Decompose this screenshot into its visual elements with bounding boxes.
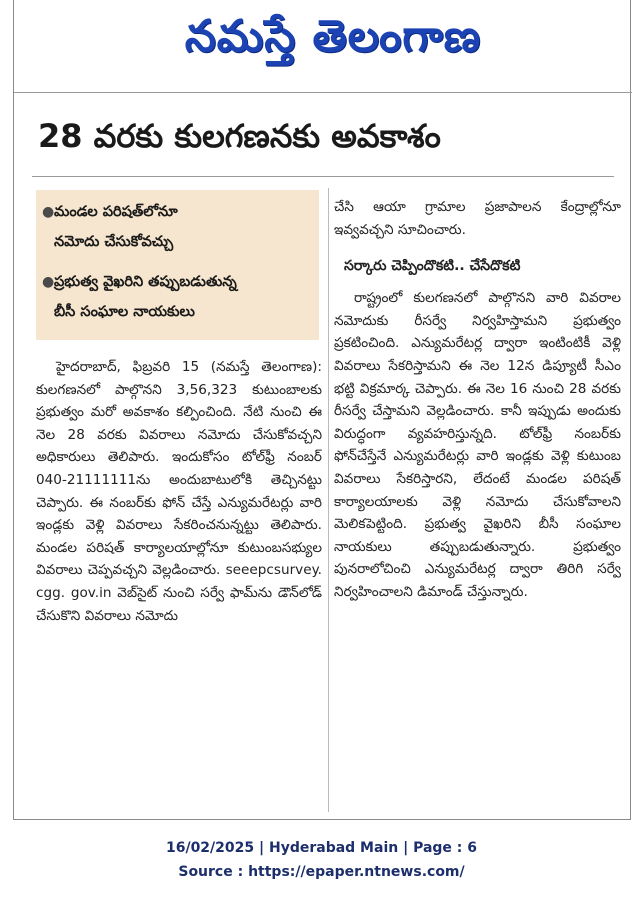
masthead-divider <box>14 92 632 93</box>
masthead-title: నమస్తే తెలంగాణ <box>184 11 482 62</box>
bullet-icon: ● <box>42 274 55 290</box>
highlight-2-line1: ప్రభుత్వ వైఖరిని తప్పుబడుతున్న <box>54 274 237 290</box>
headline-divider <box>32 176 614 177</box>
highlight-1-line1: మండల పరిషత్‌లోనూ <box>54 204 178 220</box>
bullet-icon: ● <box>42 204 55 220</box>
highlight-2-line2: బీసీ సంఘాల నాయకులు <box>54 304 195 320</box>
article-headline: 28 వరకు కులగణనకు అవకాశం <box>38 117 441 155</box>
newspaper-clipping <box>13 0 631 820</box>
highlight-1-line2: నమోదు చేసుకోవచ్చు <box>54 234 174 250</box>
article-subhead: సర్కారు చెప్పిందొకటి.. చేసేదొకటి <box>344 258 521 275</box>
article-left-column <box>36 356 322 627</box>
edition-info: 16/02/2025 | Hyderabad Main | Page : 6 <box>165 840 478 856</box>
article-right-column <box>334 196 621 604</box>
column-divider <box>328 188 329 812</box>
right-column-continuation: చేసి ఆయా గ్రామాల ప్రజాపాలన కేంద్రాల్లోనూ ఇవ్వవచ్చని సూచించారు. <box>334 199 621 238</box>
left-column-paragraph: హైదరాబాద్, ఫిబ్రవరి 15 (నమస్తే తెలంగాణ): కులగణనలో పాల్గొనని 3,56,323 కుటుంబాలకు ప్రభుత్వం మరో అవకాశం కల్పించింది. నేటి నుంచి ఈ నెల 28 వరకు వివరాలు నమోదు చేసుకోవచ్చని అధికారులు తెలిపారు. ఇందుకోసం టోల్‌ఫ్రీ నంబర్ 040-21111111ను అందుబాటులోకి తెచ్చినట్టు చెప్పారు. ఈ నంబర్‌కు ఫోన్ చేస్తే ఎన్యుమరేటర్లు వారి ఇండ్లకు వెళ్లి వివరాలు సేకరించనున్నట్టు తెలిపారు. మండల పరిషత్ కార్యాలయాల్లోనూ కుటుంబసభ్యుల వివరాలు చెప్పవచ్చని వెల్లడించారు. seeepcsurvey. cgg. gov.in వెబ్‌సైట్ నుంచి సర్వే ఫామ్‌ను డౌన్‌లోడ్ చేసుకొని వివరాలు నమోదు <box>36 359 322 624</box>
right-column-body: రాష్ట్రంలో కులగణనలో పాల్గొనని వారి వివరాల నమోదుకు రీసర్వే నిర్వహిస్తామని ప్రభుత్వం ప్రకటించింది. ఎన్యుమరేటర్ల ద్వారా ఇంటింటికీ వెళ్లి వివరాలు సేకరిస్తామని ఈ నెల 12న డిప్యూటీ సీఎం భట్టి విక్రమార్క చెప్పారు. ఈ నెల 16 నుంచి 28 వరకు రీసర్వే చేస్తామని వెల్లడించారు. కానీ ఇప్పుడు అందుకు విరుద్ధంగా వ్యవహరిస్తున్నది. టోల్‌ఫ్రీ నంబర్‌కు ఫోన్‌చేస్తేనే ఎన్యుమరేటర్లు వారి ఇండ్లకు వెళ్లి కుటుంబ వివరాలు సేకరిస్తారని, లేదంటే మండల పరిషత్ కార్యాలయాలకు వెళ్లి నమోదు చేసుకోవాలని మెలికపెట్టింది. ప్రభుత్వ వైఖరిని బీసీ సంఘాల నాయకులు తప్పుబడుతున్నారు. ప్రభుత్వం పునరాలోచించి ఎన్యుమరేటర్ల ద్వారా తిరిగి సర్వే నిర్వహించాలని డిమాండ్ చేస్తున్నారు. <box>334 290 621 600</box>
highlights-box <box>36 190 319 340</box>
source-link[interactable]: Source : https://epaper.ntnews.com/ <box>178 864 465 880</box>
